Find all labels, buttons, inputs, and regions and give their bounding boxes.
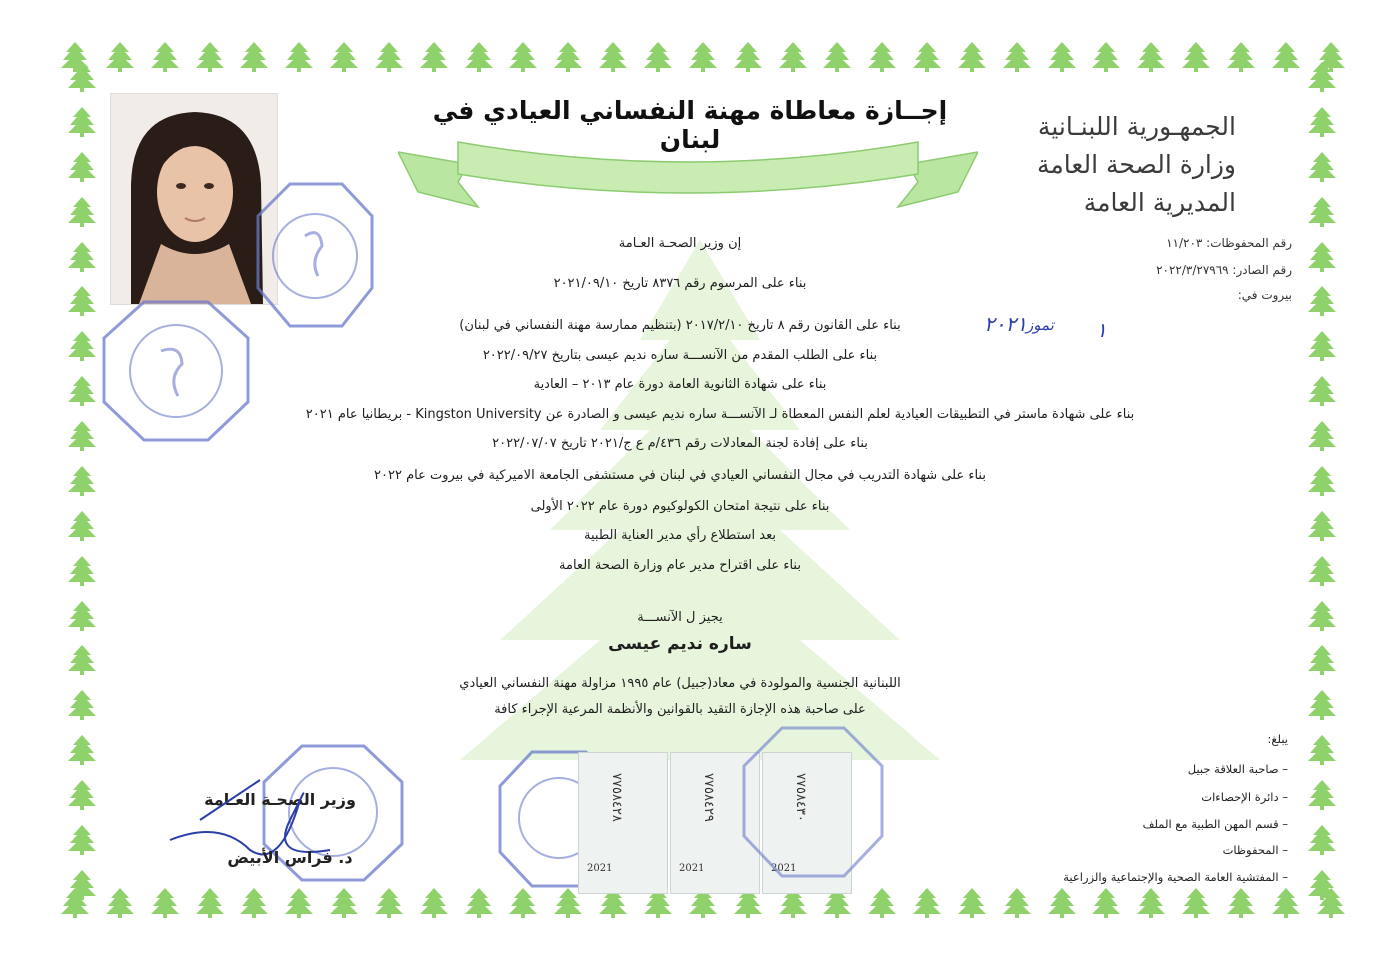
director-proposal-line: بناء على اقتراح مدير عام وزارة الصحة العامة — [559, 558, 801, 573]
cedar-border-icon — [67, 599, 97, 631]
cedar-border-icon — [912, 886, 942, 918]
fiscal-stamp-year: 2021 — [771, 863, 797, 874]
cedar-border-icon — [1307, 105, 1337, 137]
cedar-border-icon — [67, 195, 97, 227]
cedar-border-icon — [598, 40, 628, 72]
cedar-border-icon — [67, 688, 97, 720]
cedar-border-icon — [1307, 419, 1337, 451]
cedar-border-icon — [867, 40, 897, 72]
medical-care-line: بعد استطلاع رأي مدير العناية الطبية — [584, 528, 776, 543]
cedar-border-icon — [67, 240, 97, 272]
cedar-border-icon — [150, 40, 180, 72]
secondary-certificate-line: بناء على شهادة الثانوية العامة دورة عام ٢٠١٣ – العادية — [533, 377, 827, 392]
cedar-border-icon — [1307, 599, 1337, 631]
cedar-border-icon — [1091, 40, 1121, 72]
cedar-border-icon — [1307, 778, 1337, 810]
cedar-border-icon — [1307, 554, 1337, 586]
fiscal-stamp-number: ٧٧٥٨٤٣٠ — [793, 773, 808, 822]
official-seal-stamp — [738, 722, 888, 882]
cedar-border-icon — [957, 40, 987, 72]
cedar-border-icon — [1307, 688, 1337, 720]
cedar-border-icon — [195, 40, 225, 72]
cedar-border-icon — [239, 886, 269, 918]
cedar-border-icon — [1226, 40, 1256, 72]
cedar-border-icon — [822, 40, 852, 72]
cedar-border-icon — [150, 886, 180, 918]
fiscal-stamp — [578, 752, 668, 894]
cedar-border-icon — [1047, 886, 1077, 918]
colloquium-line: بناء على نتيجة امتحان الكولوكيوم دورة عام ٢٠٢٢ الأولى — [530, 499, 830, 514]
cedar-border-icon — [912, 40, 942, 72]
cedar-border-icon — [284, 886, 314, 918]
cedar-border-icon — [195, 886, 225, 918]
certificate-title: إجــازة معاطاة مهنة النفساني العيادي في لبنان — [432, 96, 948, 154]
republic-header — [1037, 108, 1236, 222]
notify-item: – المحفوظات — [1222, 843, 1288, 857]
beirut-date-label: بيروت في: — [1237, 288, 1292, 302]
fiscal-stamp-year: 2021 — [679, 863, 705, 874]
signatory-name: د. فراس الأبيض — [227, 848, 353, 867]
cedar-border-icon — [1307, 240, 1337, 272]
cedar-border-icon — [105, 40, 135, 72]
grants-line: يجيز ل الآنســـة — [637, 610, 723, 625]
cedar-border-icon — [419, 886, 449, 918]
cedar-border-icon — [1181, 886, 1211, 918]
cedar-border-icon — [67, 643, 97, 675]
fiscal-stamp-year: 2021 — [587, 863, 613, 874]
cedar-border-icon — [464, 40, 494, 72]
cedar-border-icon — [419, 40, 449, 72]
cedar-border-icon — [733, 40, 763, 72]
cedar-border-icon — [1307, 509, 1337, 541]
cedar-border-icon — [1091, 886, 1121, 918]
cedar-border-icon — [1002, 886, 1032, 918]
fiscal-stamp-number: ٧٧٥٨٤٢٩ — [701, 773, 716, 822]
cedar-border-icon — [643, 40, 673, 72]
cedar-border-icon — [1181, 40, 1211, 72]
cedar-border-icon — [67, 464, 97, 496]
compliance-line: على صاحبة هذه الإجازة التقيد بالقوانين والأنظمة المرعية الإجراء كافة — [494, 702, 866, 717]
cedar-border-icon — [67, 823, 97, 855]
cedar-border-icon — [1271, 40, 1301, 72]
cedar-border-icon — [1307, 284, 1337, 316]
equivalence-line: بناء على إفادة لجنة المعادلات رقم ٤٣٦/م ع ج/٢٠٢١ تاريخ ٢٠٢٢/٠٧/٠٧ — [492, 436, 868, 451]
republic-line: الجمهـورية اللبنـانية — [1037, 112, 1236, 141]
cedar-border-icon — [67, 60, 97, 92]
cedar-border-icon — [1307, 329, 1337, 361]
masters-degree-line: بناء على شهادة ماستر في التطبيقات العيادية لعلم النفس المعطاة لـ الآنســـة ساره نديم عيسى و الصادرة عن Kingston University - بريطانيا عام ٢٠٢١ — [305, 407, 1135, 422]
cedar-border-icon — [1307, 60, 1337, 92]
archive-number: رقم المحفوظات: ١١/٢٠٣ — [1166, 236, 1292, 250]
cedar-border-icon — [284, 40, 314, 72]
notify-item: – قسم المهن الطبية مع الملف — [1142, 817, 1288, 831]
training-line: بناء على شهادة التدريب في مجال النفساني العيادي في لبنان في مستشفى الجامعة الاميركية في بيروت عام ٢٠٢٢ — [374, 468, 986, 483]
cedar-border-icon — [67, 778, 97, 810]
law-line: بناء على القانون رقم ٨ تاريخ ٢٠١٧/٢/١٠ (بتنظيم ممارسة مهنة النفساني في لبنان) — [459, 318, 901, 333]
cedar-border-icon — [1307, 195, 1337, 227]
notify-item: – المفتشية العامة الصحية والإجتماعية والزراعية — [1063, 870, 1288, 884]
handwritten-year: ٢٠٢١ — [984, 312, 1027, 336]
decorative-border-top — [60, 34, 1346, 78]
cedar-border-icon — [1307, 464, 1337, 496]
cedar-border-icon — [67, 374, 97, 406]
cedar-border-icon — [374, 886, 404, 918]
cedar-border-icon — [67, 554, 97, 586]
cedar-border-icon — [1307, 374, 1337, 406]
cedar-border-icon — [67, 329, 97, 361]
cedar-border-icon — [1002, 40, 1032, 72]
cedar-border-icon — [374, 40, 404, 72]
cedar-border-icon — [508, 40, 538, 72]
cedar-border-icon — [1307, 733, 1337, 765]
cedar-border-icon — [329, 886, 359, 918]
application-line: بناء على الطلب المقدم من الآنســـة ساره نديم عيسى بتاريخ ٢٠٢٢/٠٩/٢٧ — [482, 348, 878, 363]
cedar-border-icon — [67, 509, 97, 541]
minister-heading: إن وزير الصحـة العـامة — [618, 236, 742, 251]
directorate-line: المديرية العامة — [1083, 188, 1236, 217]
cedar-border-icon — [105, 886, 135, 918]
cedar-border-icon — [1307, 150, 1337, 182]
cedar-border-icon — [957, 886, 987, 918]
cedar-border-icon — [1307, 643, 1337, 675]
issue-number: رقم الصادر: ٢٠٢٢/٣/٢٧٩٦٩ — [1156, 263, 1292, 277]
cedar-border-icon — [67, 868, 97, 900]
cedar-border-icon — [1271, 886, 1301, 918]
cedar-border-icon — [688, 40, 718, 72]
cedar-border-icon — [67, 105, 97, 137]
notify-item: – دائرة الإحصاءات — [1201, 790, 1288, 804]
notify-heading: يبلغ: — [1267, 732, 1288, 746]
cedar-border-icon — [867, 886, 897, 918]
cedar-border-icon — [67, 284, 97, 316]
cedar-border-icon — [329, 40, 359, 72]
cedar-border-icon — [67, 733, 97, 765]
cedar-border-icon — [239, 40, 269, 72]
cedar-border-icon — [1307, 823, 1337, 855]
notify-item: – صاحبة العلاقة جبيل — [1187, 762, 1288, 776]
cedar-border-icon — [1136, 886, 1166, 918]
cedar-border-icon — [1047, 40, 1077, 72]
cedar-border-icon — [67, 150, 97, 182]
handwritten-month: تموز — [1026, 316, 1054, 334]
decorative-border-left — [60, 60, 104, 900]
ministry-line: وزارة الصحة العامة — [1037, 150, 1236, 179]
cedar-border-icon — [1226, 886, 1256, 918]
fiscal-stamp-number: ٧٧٥٨٤٢٨ — [609, 773, 624, 822]
decorative-border-right — [1300, 60, 1344, 900]
handwritten-day: ١ — [1096, 318, 1107, 342]
decree-line: بناء على المرسوم رقم ٨٣٧٦ تاريخ ٢٠٢١/٠٩/١٠ — [553, 276, 807, 291]
official-seal-stamp — [250, 176, 380, 336]
cedar-border-icon — [553, 40, 583, 72]
nationality-line: اللبنانية الجنسية والمولودة في معاد(جبيل) عام ١٩٩٥ مزاولة مهنة النفساني العيادي — [459, 676, 901, 691]
cedar-border-icon — [67, 419, 97, 451]
cedar-border-icon — [778, 40, 808, 72]
licensee-name: ساره نديم عيسى — [608, 634, 752, 654]
official-seal-stamp — [96, 296, 256, 446]
cedar-border-icon — [464, 886, 494, 918]
cedar-border-icon — [1307, 868, 1337, 900]
signatory-title: وزير الصحـة العـامة — [204, 790, 356, 809]
cedar-border-icon — [1136, 40, 1166, 72]
